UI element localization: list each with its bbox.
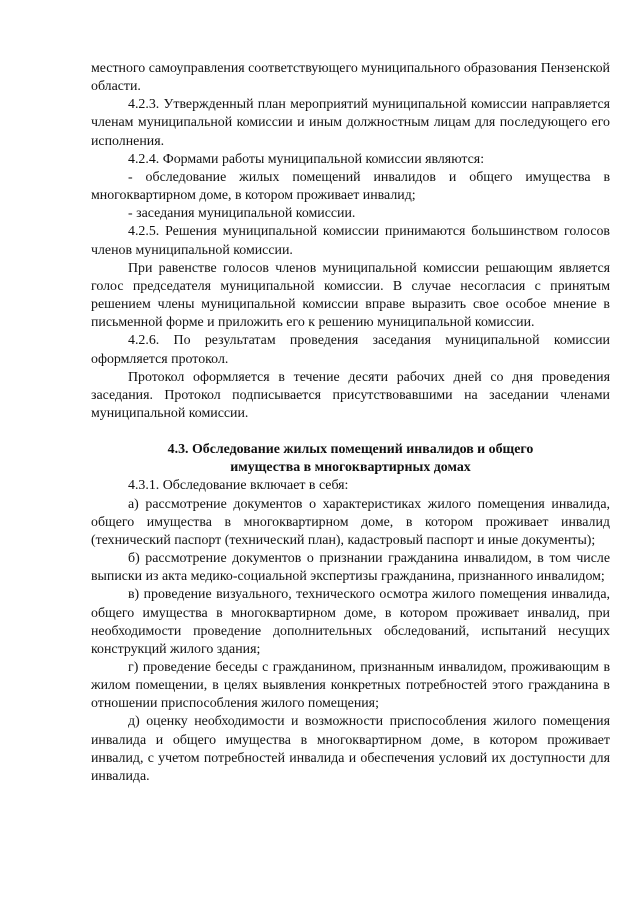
- list-item-meetings: - заседания муниципальной комиссии.: [128, 206, 356, 222]
- document-body: [91, 60, 610, 786]
- list-item-inspection: - обследование жилых помещений инвалидов и общего имущества в многоквартирном доме, в котором проживает инвалид;: [91, 169, 610, 204]
- paragraph-4-2-3: 4.2.3. Утвержденный план мероприятий муниципальной комиссии направляется членам муниципальной комиссии и иным должностным лицам для последующего его исполнения.: [91, 97, 610, 149]
- list-item-d: д) оценку необходимости и возможности приспособления жилого помещения инвалида и общего имущества в многоквартирном доме, в котором проживает инвалид, с учетом потребностей инвалида и обеспечения условий их доступности для инвалида.: [91, 714, 610, 784]
- list-item-b: б) рассмотрение документов о признании гражданина инвалидом, в том числе выписки из акта медико-социальной экспертизы гражданина, признанного инвалидом;: [91, 551, 610, 585]
- section-spacer: [91, 423, 610, 441]
- paragraph-equal-votes: При равенстве голосов членов муниципальной комиссии решающим является голос председателя муниципальной комиссии. В случае несогласия с принятым решением члены муниципальной комиссии вправе выразить свое особое мнение в письменной форме и приложить его к решению муниципальной комиссии.: [91, 260, 610, 331]
- paragraph-4-2-5: 4.2.5. Решения муниципальной комиссии принимаются большинством голосов членов муниципальной комиссии.: [91, 224, 610, 258]
- paragraph-4-2-6: 4.2.6. По результатам проведения заседания муниципальной комиссии оформляется протокол.: [91, 333, 610, 367]
- section-heading-line-2: имущества в многоквартирных домах: [230, 460, 471, 476]
- section-heading-4-3: [91, 441, 610, 477]
- list-item-a: а) рассмотрение документов о характеристиках жилого помещения инвалида, общего имущества в многоквартирном доме, в котором проживает инвалид (технический паспорт (технический план), кадастровый паспорт и иные документы);: [91, 496, 610, 548]
- paragraph-4-3-1: 4.3.1. Обследование включает в себя:: [128, 478, 349, 494]
- paragraph-continuation: местного самоуправления соответствующего муниципального образования Пензенской области.: [91, 61, 610, 95]
- paragraph-protocol: Протокол оформляется в течение десяти рабочих дней со дня проведения заседания. Протокол подписывается присутствовавшими на заседании членами муниципальной комиссии.: [91, 369, 610, 421]
- section-heading-line-1: 4.3. Обследование жилых помещений инвалидов и общего: [167, 442, 534, 458]
- paragraph-4-2-4: 4.2.4. Формами работы муниципальной комиссии являются:: [128, 151, 485, 167]
- list-item-v: в) проведение визуального, технического осмотра жилого помещения инвалида, общего имущества в многоквартирном доме, в котором проживает инвалид, при необходимости проведение дополнительных обследований, испытаний несущих конструкций жилого здания;: [91, 587, 610, 657]
- list-item-g: г) проведение беседы с гражданином, признанным инвалидом, проживающим в жилом помещении, в целях выявления конкретных потребностей этого гражданина в отношении приспособления жилого помещения;: [91, 660, 610, 712]
